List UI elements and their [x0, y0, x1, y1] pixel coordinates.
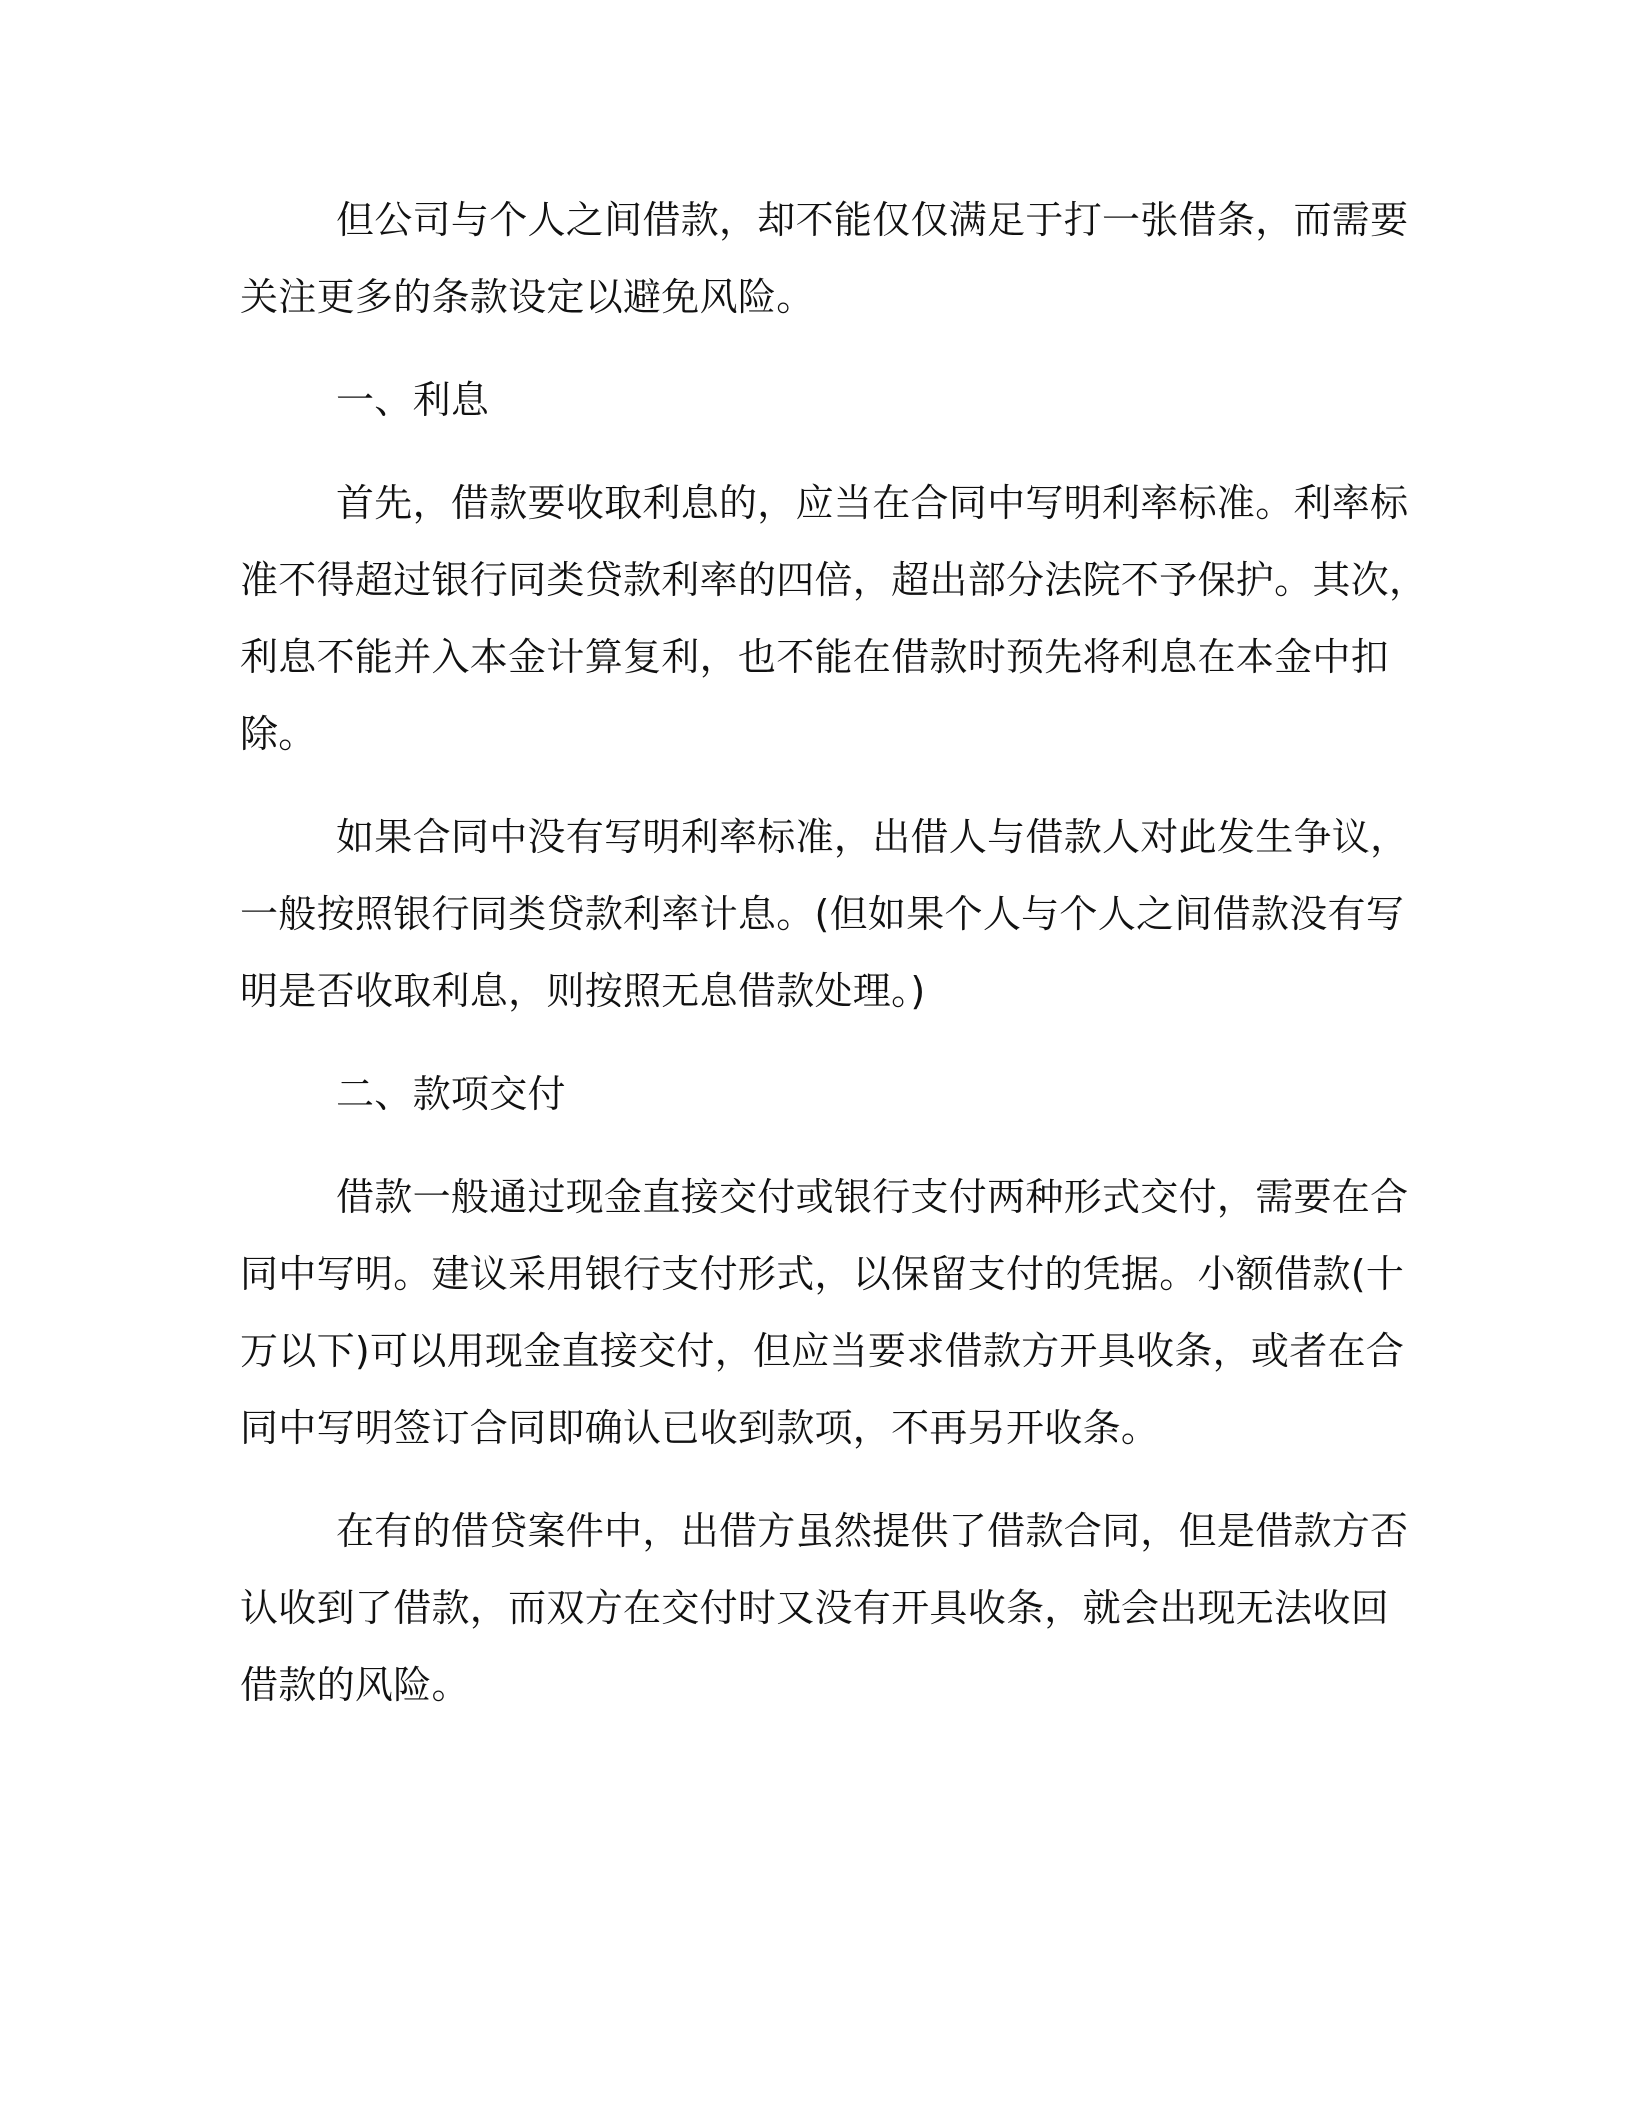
- paragraph: [240, 799, 1409, 1030]
- paragraph-spacer: [240, 336, 1382, 362]
- paragraph-spacer: [240, 1467, 1382, 1493]
- paragraph-line: 万以下)可以用现金直接交付，但应当要求借款方开具收条，或者在合: [240, 1329, 1405, 1373]
- document-body: [240, 182, 1428, 1724]
- paragraph-line: 如果合同中没有写明利率标准，出借人与借款人对此发生争议，: [336, 815, 1409, 859]
- paragraph-line: 除。: [240, 712, 317, 756]
- section-heading: [240, 362, 1382, 439]
- paragraph-line: 但公司与个人之间借款，却不能仅仅满足于打一张借条，而需要: [336, 198, 1409, 242]
- paragraph: [240, 465, 1428, 773]
- paragraph-line: 在有的借贷案件中，出借方虽然提供了借款合同，但是借款方否: [336, 1509, 1409, 1553]
- paragraph-line: 一般按照银行同类贷款利率计息。(但如果个人与个人之间借款没有写: [240, 892, 1405, 936]
- paragraph-line: 首先，借款要收取利息的，应当在合同中写明利率标准。利率标: [336, 481, 1409, 525]
- paragraph-line: 准不得超过银行同类贷款利率的四倍，超出部分法院不予保护。其次，: [240, 558, 1428, 602]
- paragraph-line: 明是否收取利息，则按照无息借款处理。): [240, 969, 926, 1013]
- paragraph-line: 借款的风险。: [240, 1663, 470, 1707]
- paragraph: [240, 182, 1409, 336]
- paragraph-spacer: [240, 773, 1382, 799]
- heading-text: 二、款项交付: [336, 1072, 566, 1116]
- paragraph-line: 借款一般通过现金直接交付或银行支付两种形式交付，需要在合: [336, 1175, 1409, 1219]
- paragraph-line: 关注更多的条款设定以避免风险。: [240, 275, 815, 319]
- paragraph: [240, 1159, 1409, 1467]
- paragraph-line: 利息不能并入本金计算复利，也不能在借款时预先将利息在本金中扣: [240, 635, 1390, 679]
- paragraph-line: 认收到了借款，而双方在交付时又没有开具收条，就会出现无法收回: [240, 1586, 1390, 1630]
- paragraph-spacer: [240, 439, 1382, 465]
- paragraph-line: 同中写明。建议采用银行支付形式，以保留支付的凭据。小额借款(十: [240, 1252, 1405, 1296]
- paragraph-line: 同中写明签订合同即确认已收到款项，不再另开收条。: [240, 1406, 1160, 1450]
- paragraph: [240, 1493, 1409, 1724]
- section-heading: [240, 1056, 1382, 1133]
- paragraph-spacer: [240, 1030, 1382, 1056]
- heading-text: 一、利息: [336, 378, 490, 422]
- paragraph-spacer: [240, 1133, 1382, 1159]
